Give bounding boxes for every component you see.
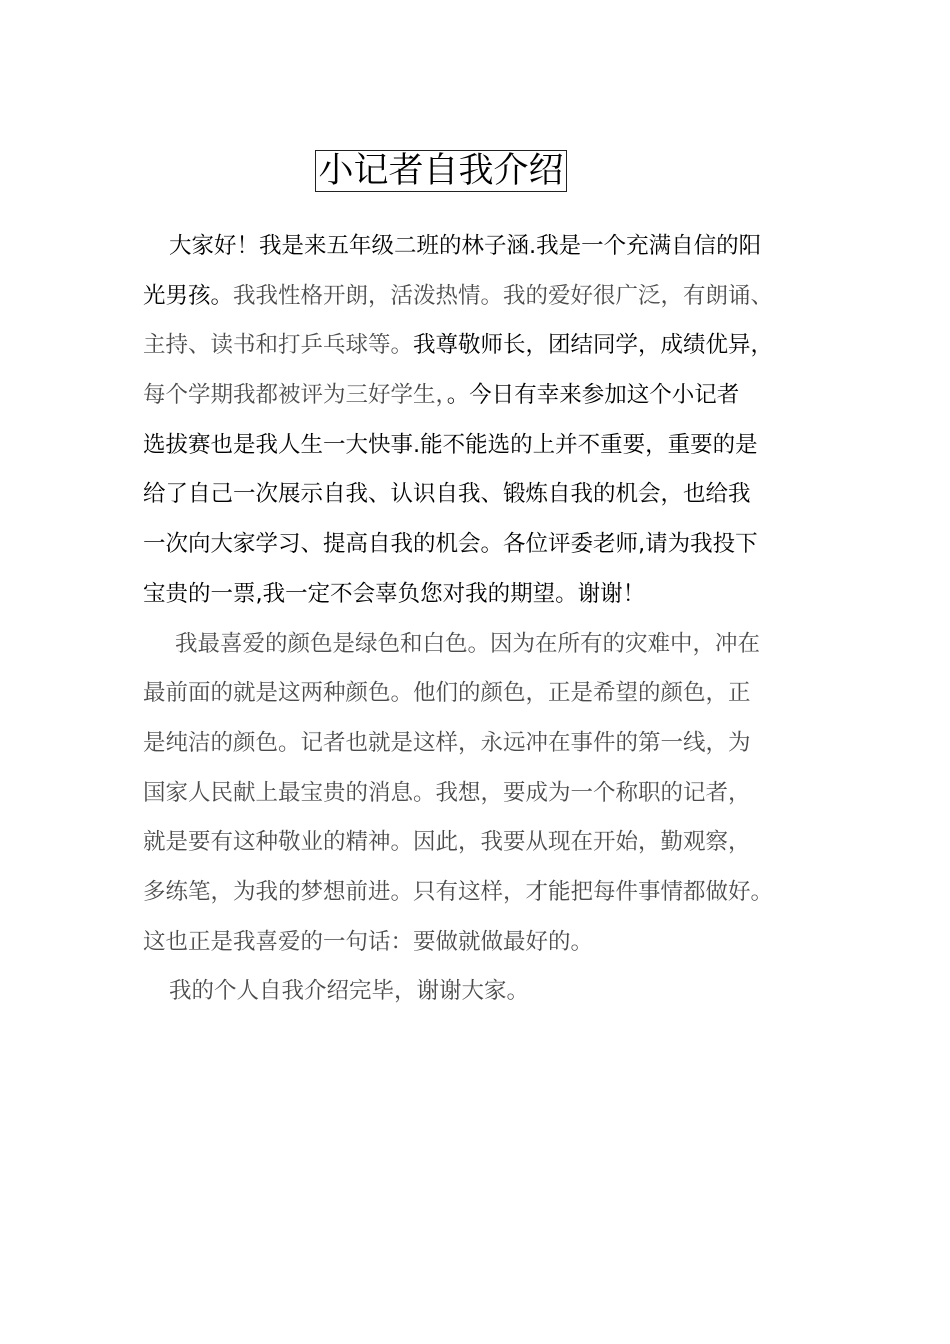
paragraph-1-line [143,474,807,524]
text-run: 我尊敬师长，团结同学，成绩优异， [413,332,774,359]
text-run: 是纯洁的颜色。记者也就是这样，永远冲在事件的第一线，为 [143,729,751,756]
paragraph-1-line [143,574,807,624]
text-run: 国家人民献上最宝贵的消息。我想，要成为一个称职的记者， [143,779,751,806]
text-run: 最前面的就是这两种颜色。他们的颜色，正是希望的颜色，正 [143,680,751,707]
paragraph-1-line [143,276,807,326]
paragraph-1-line [143,226,807,276]
paragraph-2-line [143,773,807,823]
paragraph-2-line [143,872,807,922]
text-run: 选拔赛也是我人生一大快事.能不能选的上并不重要，重要的是 [143,431,758,458]
paragraph-2-line [143,624,807,674]
text-run: 给了自己一次展示自我、认识自我、锻炼自我的机会，也给我 [143,481,751,508]
text-run: 这也正是我喜爱的一句话：要做就做最好的。 [143,928,594,955]
text-run: 大家好！我是来五年级二班的林子涵.我是一个充满自信的阳 [169,233,762,259]
paragraph-2-line [143,673,807,723]
text-run: 。今日有幸来参加这个小记者 [446,382,740,409]
paragraph-3-line [143,971,807,1021]
paragraph-2-line [143,922,807,972]
text-run: 主持、读书和打乒乓球等。 [143,332,414,359]
paragraph-2-line [143,723,807,773]
paragraph-2-line [143,822,807,872]
text-run: 宝贵的一票,我一定不会辜负您对我的期望。谢谢！ [143,580,646,607]
paragraph-1-line [143,524,807,574]
text-run: 我最喜爱的颜色是绿色和白色。因为在所有的灾难中，冲在 [175,630,761,657]
text-run: 多练笔，为我的梦想前进。只有这样，才能把每件事情都做好。 [143,878,774,905]
text-run: 就是要有这种敬业的精神。因此，我要从现在开始，勤观察， [143,829,751,856]
paragraph-1-line [143,425,807,475]
text-run: 每个学期我都被评为三好学生， [143,382,447,409]
text-run: 我的个人自我介绍完毕，谢谢大家。 [169,978,530,1005]
text-run: 我我性格开朗，活泼热情。我的爱好很广泛，有朗诵、 [233,282,774,309]
text-run: 一次向大家学习、提高自我的机会。各位评委老师,请为我投下 [143,531,758,558]
document-title: 小记者自我介绍 [315,150,566,192]
paragraph-1-line [143,325,807,375]
title-container [0,150,882,192]
text-run: 光男孩。 [143,282,234,309]
document-body [143,226,807,1021]
paragraph-1-line [143,375,807,425]
